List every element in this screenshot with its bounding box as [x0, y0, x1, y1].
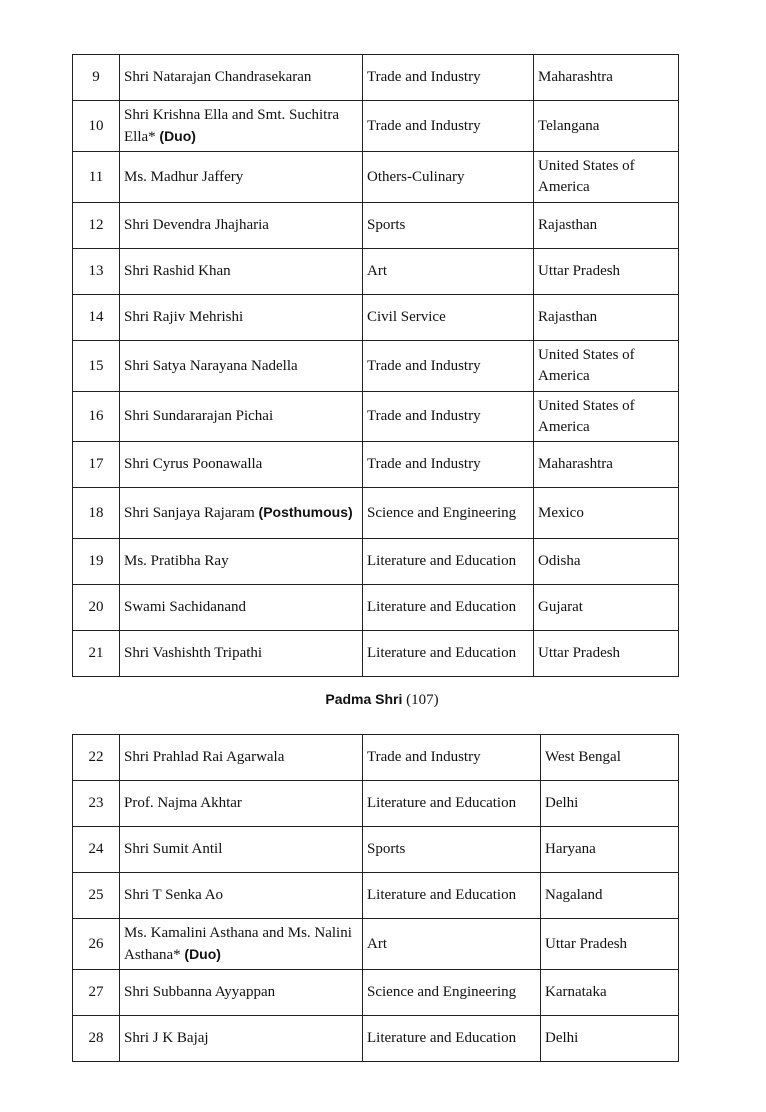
- field-cell: Sports: [363, 827, 541, 873]
- serial-number: 28: [73, 1016, 120, 1062]
- serial-number: 16: [73, 392, 120, 442]
- awardee-name-cell: [120, 631, 363, 677]
- state-cell: Uttar Pradesh: [534, 631, 679, 677]
- awardee-name: Shri Rashid Khan: [124, 263, 231, 279]
- state-cell: Uttar Pradesh: [534, 249, 679, 295]
- awardee-name-cell: [120, 1016, 363, 1062]
- field-cell: Literature and Education: [363, 873, 541, 919]
- state-cell: Haryana: [541, 827, 679, 873]
- awardee-name: Shri Subbanna Ayyappan: [124, 984, 276, 1000]
- table-row: [73, 631, 679, 677]
- table-row: [73, 55, 679, 101]
- table-row: [73, 585, 679, 631]
- table-row: [73, 488, 679, 539]
- table-row: [73, 873, 679, 919]
- field-cell: Civil Service: [363, 295, 534, 341]
- awardee-name: Shri Rajiv Mehrishi: [124, 309, 244, 325]
- serial-number: 21: [73, 631, 120, 677]
- awardee-name-cell: [120, 970, 363, 1016]
- section-count: (107): [402, 692, 439, 708]
- awardee-name: Shri Sanjaya Rajaram: [124, 505, 259, 521]
- table-row: [73, 249, 679, 295]
- state-cell: United States of America: [534, 341, 679, 392]
- table-row: [73, 1016, 679, 1062]
- section-title: Padma Shri: [325, 691, 403, 707]
- state-cell: Odisha: [534, 539, 679, 585]
- table-row: [73, 101, 679, 152]
- awardee-name: Ms. Madhur Jaffery: [124, 168, 244, 185]
- padma-bhushan-table-body: [73, 55, 679, 677]
- table-row: [73, 442, 679, 488]
- awardee-name: Shri Natarajan Chandrasekaran: [124, 69, 312, 85]
- awardee-name: Shri Satya Narayana Nadella: [124, 357, 298, 374]
- serial-number: 14: [73, 295, 120, 341]
- field-cell: Others-Culinary: [363, 152, 534, 203]
- serial-number: 27: [73, 970, 120, 1016]
- serial-number: 23: [73, 781, 120, 827]
- awardee-name-cell: [120, 827, 363, 873]
- state-cell: Maharashtra: [534, 442, 679, 488]
- awardee-name-note: (Posthumous): [258, 504, 353, 520]
- awardee-name: Swami Sachidanand: [124, 599, 247, 615]
- state-cell: United States of America: [534, 392, 679, 442]
- awardee-name: Shri Sundararajan Pichai: [124, 408, 274, 424]
- serial-number: 11: [73, 152, 120, 203]
- awardee-name-cell: [120, 203, 363, 249]
- table-row: [73, 203, 679, 249]
- field-cell: Literature and Education: [363, 539, 534, 585]
- state-cell: Mexico: [534, 488, 679, 539]
- table-row: [73, 341, 679, 392]
- awardee-name: Shri J K Bajaj: [124, 1030, 209, 1046]
- serial-number: 24: [73, 827, 120, 873]
- serial-number: 20: [73, 585, 120, 631]
- field-cell: Trade and Industry: [363, 341, 534, 392]
- awardee-name: Ms. Kamalini Asthana and Ms. Nalini Asthana*: [124, 924, 352, 963]
- padma-bhushan-table: [72, 54, 679, 677]
- awardee-name: Ms. Pratibha Ray: [124, 553, 229, 569]
- field-cell: Sports: [363, 203, 534, 249]
- table-row: [73, 735, 679, 781]
- section-heading: [72, 691, 692, 709]
- serial-number: 18: [73, 488, 120, 539]
- awardee-name: Shri Cyrus Poonawalla: [124, 456, 263, 472]
- padma-shri-table: [72, 734, 679, 1062]
- field-cell: Art: [363, 249, 534, 295]
- serial-number: 12: [73, 203, 120, 249]
- serial-number: 13: [73, 249, 120, 295]
- field-cell: Literature and Education: [363, 1016, 541, 1062]
- table-row: [73, 539, 679, 585]
- field-cell: Literature and Education: [363, 631, 534, 677]
- awardee-name-cell: [120, 442, 363, 488]
- field-cell: Trade and Industry: [363, 55, 534, 101]
- state-cell: Rajasthan: [534, 295, 679, 341]
- serial-number: 10: [73, 101, 120, 152]
- awardee-name-cell: [120, 295, 363, 341]
- state-cell: Telangana: [534, 101, 679, 152]
- field-cell: Literature and Education: [363, 781, 541, 827]
- field-cell: Trade and Industry: [363, 101, 534, 152]
- awardee-name: Shri Devendra Jhajharia: [124, 217, 269, 233]
- table-row: [73, 295, 679, 341]
- serial-number: 19: [73, 539, 120, 585]
- state-cell: Gujarat: [534, 585, 679, 631]
- field-cell: Science and Engineering: [363, 970, 541, 1016]
- table-row: [73, 392, 679, 442]
- state-cell: West Bengal: [541, 735, 679, 781]
- awardee-name: Shri Sumit Antil: [124, 841, 223, 857]
- awardee-name: Prof. Najma Akhtar: [124, 795, 242, 811]
- awardee-name-cell: [120, 392, 363, 442]
- serial-number: 25: [73, 873, 120, 919]
- table-row: [73, 152, 679, 203]
- awardee-name-cell: [120, 585, 363, 631]
- field-cell: Literature and Education: [363, 585, 534, 631]
- awardee-name: Shri Krishna Ella and Smt. Suchitra Ella*: [124, 106, 339, 145]
- serial-number: 17: [73, 442, 120, 488]
- field-cell: Trade and Industry: [363, 735, 541, 781]
- serial-number: 15: [73, 341, 120, 392]
- awardee-name: Shri Vashishth Tripathi: [124, 645, 263, 661]
- serial-number: 26: [73, 919, 120, 970]
- awardee-name-cell: [120, 539, 363, 585]
- state-cell: Delhi: [541, 781, 679, 827]
- awardee-name-cell: [120, 152, 363, 203]
- state-cell: Uttar Pradesh: [541, 919, 679, 970]
- table-row: [73, 970, 679, 1016]
- field-cell: Trade and Industry: [363, 392, 534, 442]
- awardee-name-cell: [120, 873, 363, 919]
- awardee-name-note: (Duo): [184, 945, 221, 962]
- state-cell: United States of America: [534, 152, 679, 203]
- state-cell: Karnataka: [541, 970, 679, 1016]
- awardee-name-cell: [120, 735, 363, 781]
- table-row: [73, 827, 679, 873]
- awardee-name-cell: [120, 341, 363, 392]
- table-row: [73, 919, 679, 970]
- serial-number: 22: [73, 735, 120, 781]
- awardee-name-cell: [120, 249, 363, 295]
- field-cell: Trade and Industry: [363, 442, 534, 488]
- state-cell: Delhi: [541, 1016, 679, 1062]
- awardee-name-cell: [120, 781, 363, 827]
- field-cell: Art: [363, 919, 541, 970]
- table-row: [73, 781, 679, 827]
- state-cell: Nagaland: [541, 873, 679, 919]
- awardee-name-cell: [120, 101, 363, 152]
- state-cell: Rajasthan: [534, 203, 679, 249]
- awardee-name: Shri Prahlad Rai Agarwala: [124, 749, 285, 765]
- serial-number: 9: [73, 55, 120, 101]
- awardee-name-cell: [120, 919, 363, 970]
- state-cell: Maharashtra: [534, 55, 679, 101]
- field-cell: Science and Engineering: [363, 488, 534, 539]
- awardee-name-note: (Duo): [159, 127, 196, 144]
- awardee-name-cell: [120, 55, 363, 101]
- awardee-name: Shri T Senka Ao: [124, 887, 224, 903]
- awardee-name-cell: [120, 488, 363, 539]
- padma-shri-table-body: [73, 735, 679, 1062]
